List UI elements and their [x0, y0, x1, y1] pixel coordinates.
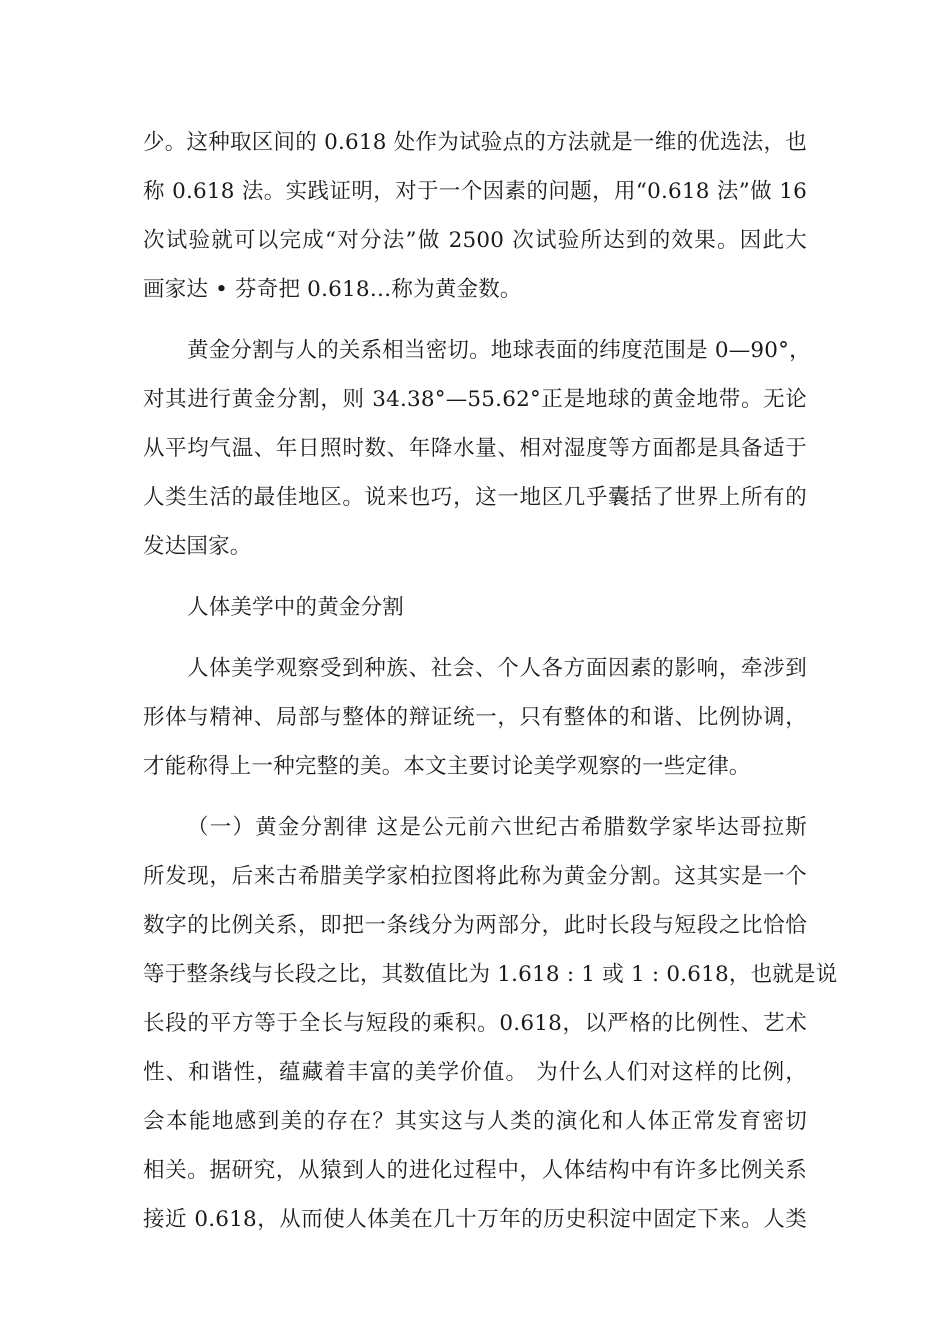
text-line: 数字的比例关系，即把一条线分为两部分，此时长段与短段之比恰恰	[143, 913, 807, 938]
text-line: 等于整条线与长段之比，其数值比为 1.618 : 1 或 1 : 0.618，也就是说	[143, 962, 838, 987]
text-line: 所发现，后来古希腊美学家柏拉图将此称为黄金分割。这其实是一个	[143, 864, 807, 889]
text-line: 才能称得上一种完整的美。本文主要讨论美学观察的一些定律。	[143, 754, 751, 779]
paragraph-body-aesthetics	[143, 644, 807, 791]
text-line: 画家达 • 芬奇把 0.618…称为黄金数。	[143, 277, 522, 302]
text-line: 少。这种取区间的 0.618 处作为试验点的方法就是一维的优选法，也	[143, 130, 807, 155]
text-line: 接近 0.618，从而使人体美在几十万年的历史积淀中固定下来。人类	[143, 1207, 807, 1232]
text-line: 称 0.618 法。实践证明，对于一个因素的问题，用“0.618 法”做 16	[143, 179, 807, 204]
text-line: 人类生活的最佳地区。说来也巧，这一地区几乎囊括了世界上所有的	[143, 485, 807, 510]
text-line: 黄金分割与人的关系相当密切。地球表面的纬度范围是 0—90°，	[187, 338, 811, 363]
text-line: 发达国家。	[143, 534, 252, 559]
text-line: 性、和谐性，蕴藏着丰富的美学价值。 为什么人们对这样的比例，	[143, 1060, 807, 1085]
text-line: 形体与精神、局部与整体的辩证统一，只有整体的和谐、比例协调，	[143, 705, 807, 730]
text-line: 人体美学观察受到种族、社会、个人各方面因素的影响，牵涉到	[187, 656, 807, 681]
document-page	[143, 118, 838, 1244]
text-line: （一）黄金分割律 这是公元前六世纪古希腊数学家毕达哥拉斯	[187, 815, 807, 840]
text-line: 次试验就可以完成“对分法”做 2500 次试验所达到的效果。因此大	[143, 228, 807, 253]
section-heading: 人体美学中的黄金分割	[187, 595, 405, 620]
paragraph-optimization-method	[143, 118, 807, 314]
text-line: 从平均气温、年日照时数、年降水量、相对湿度等方面都是具备适于	[143, 436, 807, 461]
text-line: 会本能地感到美的存在？其实这与人类的演化和人体正常发育密切	[143, 1109, 807, 1134]
paragraph-golden-ratio-law	[143, 803, 838, 1244]
text-line: 对其进行黄金分割，则 34.38°—55.62°正是地球的黄金地带。无论	[143, 387, 807, 412]
text-line: 相关。据研究，从猿到人的进化过程中，人体结构中有许多比例关系	[143, 1158, 807, 1183]
paragraph-golden-latitude	[143, 326, 811, 571]
text-line: 长段的平方等于全长与短段的乘积。0.618，以严格的比例性、艺术	[143, 1011, 807, 1036]
